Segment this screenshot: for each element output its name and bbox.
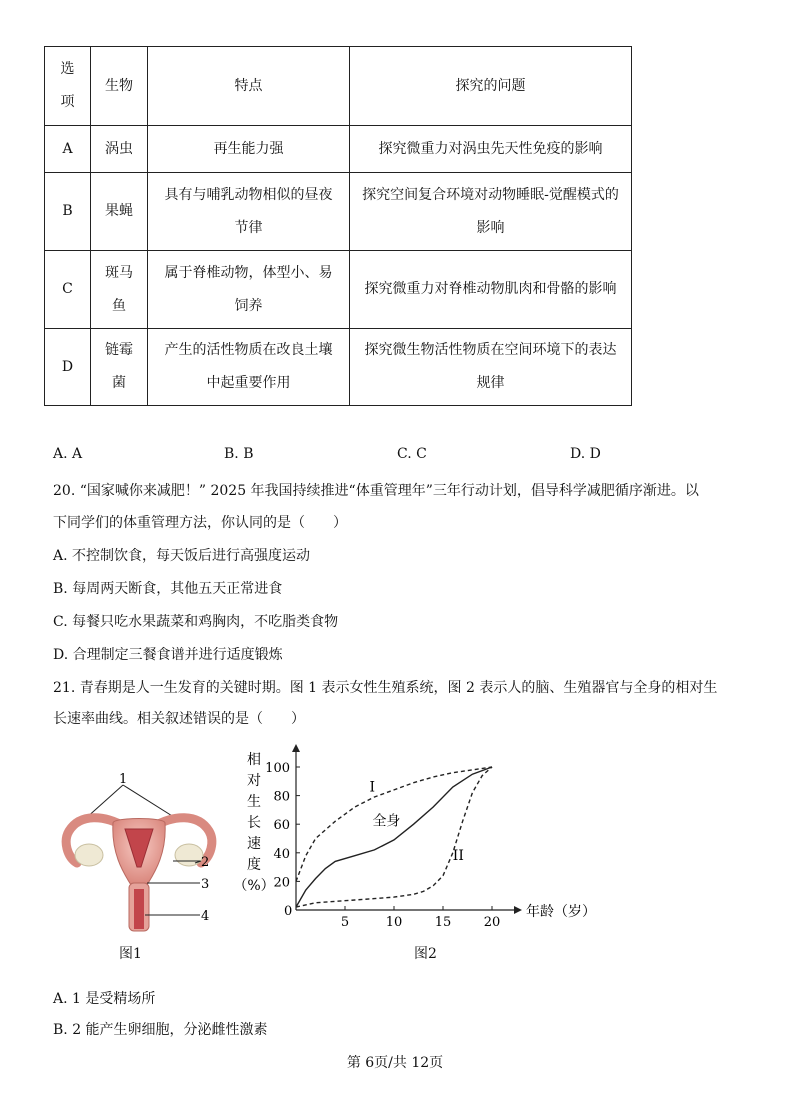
row-organism: 果蝇 xyxy=(91,173,148,251)
fig1-label-3: 3 xyxy=(201,877,210,892)
row-feature: 再生能力强 xyxy=(148,126,350,173)
q21-option-a: A. 1 是受精场所 xyxy=(53,991,156,1007)
row-feature: 产生的活性物质在改良土壤中起重要作用 xyxy=(148,329,350,406)
fig1-caption: 图1 xyxy=(119,946,142,962)
row-organism: 涡虫 xyxy=(91,126,148,173)
fig1-label-4: 4 xyxy=(201,909,210,924)
series-label-I: I xyxy=(369,779,376,796)
y-axis-label-char: 速 xyxy=(247,836,261,852)
fig1-label-2: 2 xyxy=(201,855,210,870)
q21-option-b: B. 2 能产生卵细胞，分泌雌性激素 xyxy=(53,1022,268,1038)
page-footer: 第 6页/共 12页 xyxy=(346,1055,444,1071)
fig2-caption: 图2 xyxy=(414,946,437,962)
female-reproductive-system-figure xyxy=(55,765,235,940)
q19-option-c: C. C xyxy=(397,446,427,462)
q19-option-b: B. B xyxy=(224,446,254,462)
y-tick-label: 100 xyxy=(265,761,290,776)
table-row xyxy=(45,329,632,406)
y-axis-label-char: 长 xyxy=(247,815,261,831)
y-axis-arrow xyxy=(292,744,300,752)
x-tick-label: 10 xyxy=(385,915,403,930)
y-axis-label-char: 对 xyxy=(247,773,261,789)
row-question: 探究微重力对脊椎动物肌肉和骨骼的影响 xyxy=(350,251,632,329)
q20-option-c: C. 每餐只吃水果蔬菜和鸡胸肉，不吃脂类食物 xyxy=(53,614,339,630)
y-tick-label: 40 xyxy=(273,846,290,862)
table-row xyxy=(45,126,632,173)
y-axis-label-char: 度 xyxy=(247,857,261,873)
table-row xyxy=(45,173,632,251)
row-option: D xyxy=(45,329,91,406)
table-row xyxy=(45,251,632,329)
header-question: 探究的问题 xyxy=(350,47,632,126)
q20-option-d: D. 合理制定三餐食谱并进行适度锻炼 xyxy=(53,647,283,663)
series-line-2 xyxy=(296,767,492,907)
q20-option-a: A. 不控制饮食，每天饭后进行高强度运动 xyxy=(53,548,311,564)
q21-stem-line1: 21. 青春期是人一生发育的关键时期。图 1 表示女性生殖系统，图 2 表示人的脑、生殖器官与全身的相对生 xyxy=(53,680,718,696)
y-tick-label: 60 xyxy=(273,818,290,834)
header-feature: 特点 xyxy=(148,47,350,126)
x-tick-label: 20 xyxy=(483,915,501,930)
origin-label: 0 xyxy=(284,904,293,919)
q20-option-b: B. 每周两天断食，其他五天正常进食 xyxy=(53,581,283,597)
q19-option-d: D. D xyxy=(570,446,601,462)
q20-stem-line2: 下同学们的体重管理方法，你认同的是（ ） xyxy=(53,515,347,531)
row-question: 探究空间复合环境对动物睡眠-觉醒模式的影响 xyxy=(350,173,632,251)
row-organism: 斑马鱼 xyxy=(91,251,148,329)
table-header-row xyxy=(45,47,632,126)
x-axis-arrow xyxy=(514,906,522,914)
fig1-label-1: 1 xyxy=(119,772,128,787)
y-tick-label: 20 xyxy=(273,875,290,891)
x-axis-label: 年龄（岁） xyxy=(526,904,596,920)
question-table xyxy=(44,46,632,406)
q21-stem-line2: 长速率曲线。相关叙述错误的是（ ） xyxy=(53,711,305,727)
row-question: 探究微生物活性物质在空间环境下的表达规律 xyxy=(350,329,632,406)
y-axis-label-char: （%） xyxy=(233,878,275,894)
series-label-whole-body: 全身 xyxy=(372,813,401,830)
row-option: B xyxy=(45,173,91,251)
series-label-II: II xyxy=(452,847,464,864)
header-option: 选项 xyxy=(45,47,91,126)
y-tick-label: 80 xyxy=(273,789,290,805)
y-axis-label-char: 生 xyxy=(247,794,261,810)
x-tick-label: 15 xyxy=(434,915,452,930)
q19-option-a: A. A xyxy=(53,446,83,462)
row-option: A xyxy=(45,126,91,173)
growth-rate-chart xyxy=(233,740,600,940)
row-feature: 具有与哺乳动物相似的昼夜节律 xyxy=(148,173,350,251)
x-tick-label: 5 xyxy=(340,915,350,930)
q20-stem-line1: 20. “国家喊你来减肥！” 2025 年我国持续推进“体重管理年”三年行动计划，倡导科学减肥循序渐进。以 xyxy=(53,483,699,499)
row-option: C xyxy=(45,251,91,329)
row-question: 探究微重力对涡虫先天性免疫的影响 xyxy=(350,126,632,173)
series-line-1 xyxy=(296,767,492,907)
header-organism: 生物 xyxy=(91,47,148,126)
y-axis-label-char: 相 xyxy=(247,752,261,768)
row-organism: 链霉菌 xyxy=(91,329,148,406)
row-feature: 属于脊椎动物，体型小、易饲养 xyxy=(148,251,350,329)
